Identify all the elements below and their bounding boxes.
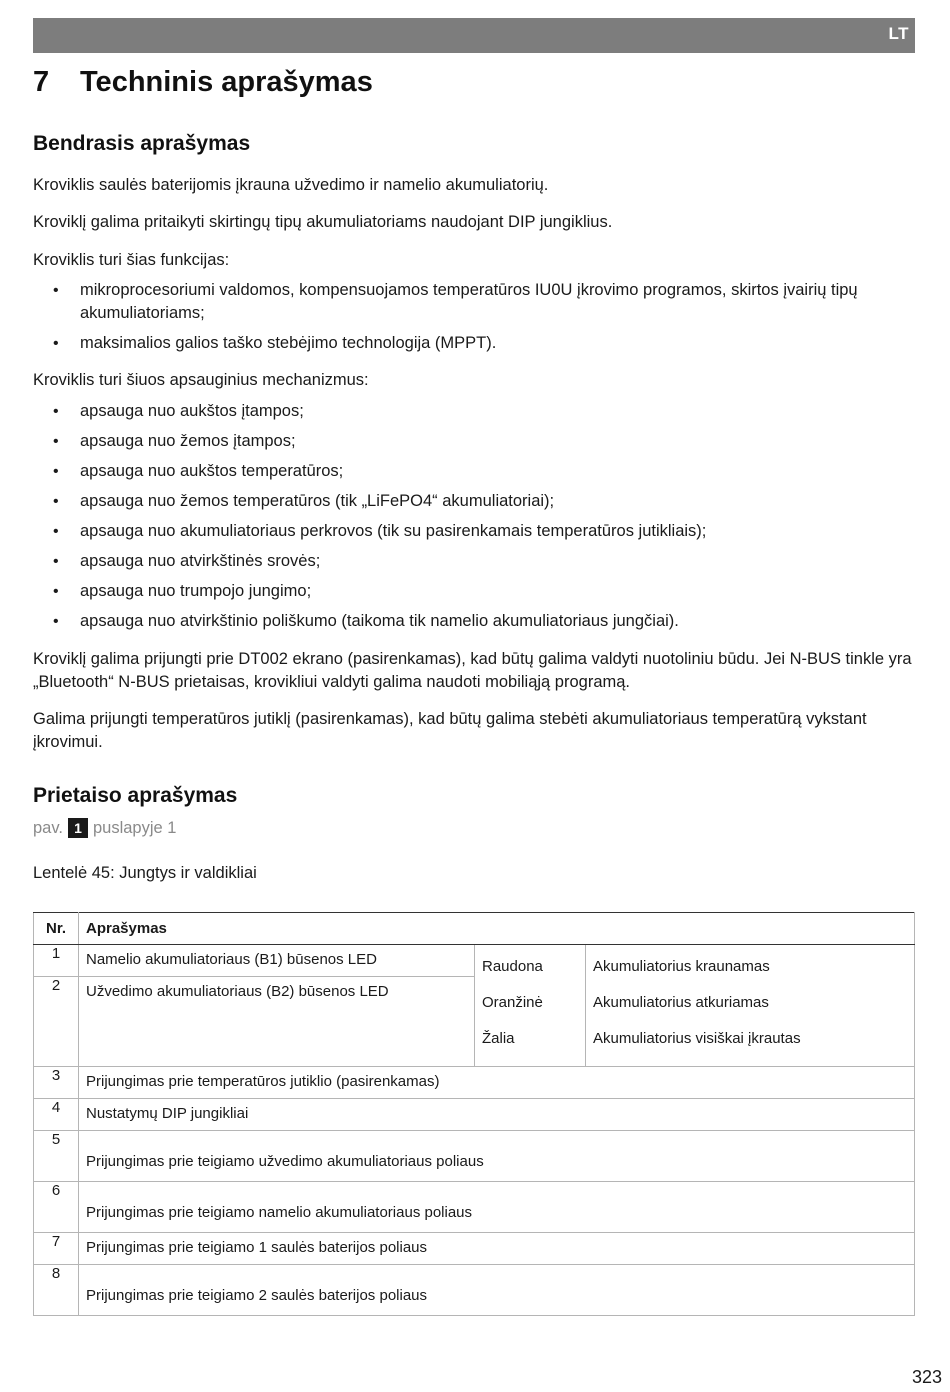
row-nr: 4 (34, 1099, 79, 1131)
protections-list (33, 400, 915, 640)
row-nr: 7 (34, 1233, 79, 1265)
bullet-icon: • (53, 433, 59, 450)
led-color-cell (475, 945, 586, 1067)
list-item-text: apsauga nuo akumuliatoriaus perkrovos (tik su pasirenkamais temperatūros jutikliais); (80, 522, 707, 540)
row-description: Namelio akumuliatoriaus (B1) būsenos LED (79, 945, 475, 977)
list-item-text: apsauga nuo aukštos temperatūros; (80, 462, 344, 480)
row-description: Prijungimas prie teigiamo užvedimo akumuliatoriaus poliaus (79, 1131, 915, 1182)
row-description: Nustatymų DIP jungikliai (79, 1099, 915, 1131)
list-item-text: apsauga nuo žemos įtampos; (80, 432, 296, 450)
row-nr: 6 (34, 1182, 79, 1233)
list-item (33, 332, 915, 355)
paragraph: Kroviklis saulės baterijomis įkrauna užvedimo ir namelio akumuliatorių. (33, 176, 549, 194)
row-description: Prijungimas prie teigiamo 2 saulės baterijos poliaus (79, 1265, 915, 1316)
table-row (34, 1182, 915, 1233)
list-item (33, 550, 915, 573)
table-row (34, 945, 915, 977)
row-nr: 1 (34, 945, 79, 977)
bullet-icon: • (53, 523, 59, 540)
figref-prefix: pav. (33, 818, 63, 837)
bullet-icon: • (53, 403, 59, 420)
bullet-icon: • (53, 463, 59, 480)
table-row (34, 1233, 915, 1265)
list-item-text: apsauga nuo žemos temperatūros (tik „LiFePO4“ akumuliatoriai); (80, 492, 555, 510)
row-nr: 2 (34, 977, 79, 1067)
connections-table (33, 912, 915, 1316)
row-description: Prijungimas prie teigiamo 1 saulės baterijos poliaus (79, 1233, 915, 1265)
table-header-row (34, 913, 915, 945)
bullet-icon: • (53, 583, 59, 600)
chapter-number: 7 (33, 66, 50, 98)
row-nr: 3 (34, 1067, 79, 1099)
page-number: 323 (911, 1367, 942, 1387)
figref-suffix: puslapyje 1 (92, 818, 177, 837)
paragraph: Kroviklį galima prijungti prie DT002 ekrano (pasirenkamas), kad būtų galima valdyti nuotoliniu būdu. Jei N-BUS tinkle yra „Bluetooth“ N-BUS prietaisas, krovikliui valdyti galima naudoti mobiliąją programą. (33, 650, 912, 691)
chapter-title-text: Techninis aprašymas (80, 66, 373, 98)
led-color-orange: Oranžinė (482, 994, 543, 1011)
paragraph: Kroviklis turi šiuos apsauginius mechanizmus: (33, 371, 369, 389)
list-item (33, 460, 915, 483)
row-description: Prijungimas prie teigiamo namelio akumuliatoriaus poliaus (79, 1182, 915, 1233)
list-item (33, 580, 915, 603)
led-state-charging: Akumuliatorius kraunamas (593, 958, 770, 975)
led-color-green: Žalia (482, 1030, 515, 1047)
row-description: Užvedimo akumuliatoriaus (B2) būsenos LED (79, 977, 475, 1067)
figure-reference[interactable] (33, 818, 176, 838)
header-nr: Nr. (34, 913, 79, 945)
header-description: Aprašymas (79, 913, 915, 945)
led-color-red: Raudona (482, 958, 543, 975)
row-nr: 5 (34, 1131, 79, 1182)
row-description: Prijungimas prie temperatūros jutiklio (pasirenkamas) (79, 1067, 915, 1099)
row-nr: 8 (34, 1265, 79, 1316)
table-caption: Lentelė 45: Jungtys ir valdikliai (33, 864, 257, 882)
list-item (33, 490, 915, 513)
table-row (34, 1265, 915, 1316)
section-heading-general: Bendrasis aprašymas (33, 132, 251, 155)
paragraph: Galima prijungti temperatūros jutiklį (pasirenkamas), kad būtų galima stebėti akumuliatoriaus temperatūrą vykstant įkrovimui. (33, 710, 867, 751)
paragraph: Kroviklis turi šias funkcijas: (33, 251, 230, 269)
bullet-icon: • (53, 282, 59, 299)
figure-number-badge: 1 (68, 818, 88, 838)
led-state-cell (586, 945, 915, 1067)
header-bar (33, 18, 915, 53)
table-row (34, 1099, 915, 1131)
bullet-icon: • (53, 493, 59, 510)
bullet-icon: • (53, 613, 59, 630)
bullet-icon: • (53, 553, 59, 570)
list-item (33, 400, 915, 423)
chapter-title (33, 66, 373, 99)
section-heading-device: Prietaiso aprašymas (33, 784, 238, 807)
led-state-full: Akumuliatorius visiškai įkrautas (593, 1030, 801, 1047)
list-item (33, 430, 915, 453)
list-item-text: apsauga nuo atvirkštinės srovės; (80, 552, 321, 570)
bullet-icon: • (53, 335, 59, 352)
table-row (34, 1067, 915, 1099)
list-item (33, 610, 915, 633)
list-item-text: maksimalios galios taško stebėjimo technologija (MPPT). (80, 334, 497, 352)
led-state-recovering: Akumuliatorius atkuriamas (593, 994, 769, 1011)
list-item (33, 520, 915, 543)
list-item-text: apsauga nuo aukštos įtampos; (80, 402, 304, 420)
list-item (33, 279, 915, 325)
list-item-text: apsauga nuo atvirkštinio poliškumo (taikoma tik namelio akumuliatoriaus jungčiai). (80, 612, 679, 630)
list-item-text: apsauga nuo trumpojo jungimo; (80, 582, 312, 600)
functions-list (33, 279, 915, 362)
language-badge: LT (888, 24, 909, 43)
paragraph: Kroviklį galima pritaikyti skirtingų tipų akumuliatoriams naudojant DIP jungiklius. (33, 213, 613, 231)
table-row (34, 1131, 915, 1182)
list-item-text: mikroprocesoriumi valdomos, kompensuojamos temperatūros IU0U įkrovimo programos, skirtos įvairių tipų akumuliatoriams; (80, 281, 858, 322)
